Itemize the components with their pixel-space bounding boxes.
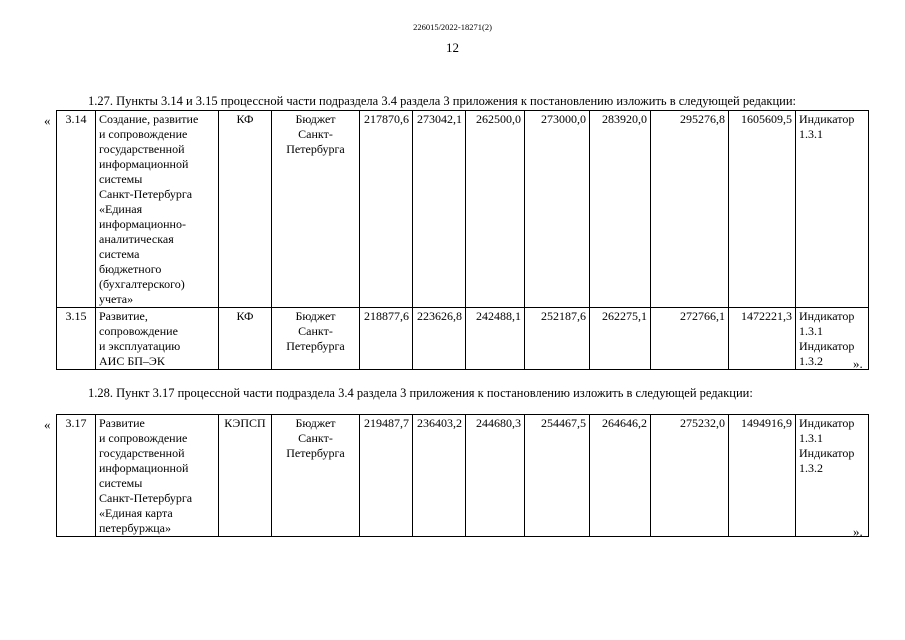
indicator-line: 1.3.2	[799, 354, 823, 368]
item-name-line: информационной	[99, 157, 189, 171]
year-value-cell: 272766,1	[651, 308, 729, 370]
table-row	[57, 308, 869, 370]
indicator-line: Индикатор	[799, 416, 855, 430]
item-name-line: «Единая	[99, 202, 143, 216]
year-value-cell: 264646,2	[590, 415, 651, 537]
item-name-cell	[96, 308, 219, 370]
total-value-cell: 1472221,3	[729, 308, 796, 370]
item-name-line: Создание, развитие	[99, 112, 199, 126]
executor-cell: КФ	[219, 111, 272, 308]
funding-source-line: Бюджет	[295, 112, 336, 126]
item-name-line: системы	[99, 476, 143, 490]
item-name-line: система	[99, 247, 140, 261]
paragraph-1-28: 1.28. Пункт 3.17 процессной части подраздела 3.4 раздела 3 приложения к постановлению изложить в следующей редакции:	[88, 386, 753, 400]
year-value-cell: 252187,6	[525, 308, 590, 370]
year-value-cell: 254467,5	[525, 415, 590, 537]
year-value-cell: 219487,7	[360, 415, 413, 537]
indicator-line: Индикатор	[799, 446, 855, 460]
quote-close-1-28: ».	[853, 524, 863, 539]
item-name-line: Санкт-Петербурга	[99, 491, 193, 505]
indicator-line: 1.3.1	[799, 127, 823, 141]
total-value-cell: 1494916,9	[729, 415, 796, 537]
indicator-line: 1.3.1	[799, 431, 823, 445]
indicator-line: 1.3.2	[799, 461, 823, 475]
item-name-line: и сопровождение	[99, 431, 188, 445]
table-1-27	[56, 110, 869, 370]
item-number-cell: 3.17	[57, 415, 96, 537]
item-name-line: государственной	[99, 142, 185, 156]
year-value-cell: 242488,1	[466, 308, 525, 370]
item-name-line: сопровождение	[99, 324, 178, 338]
page-number: 12	[446, 40, 459, 55]
funding-source-line: Санкт-	[298, 431, 333, 445]
item-name-line: Развитие,	[99, 309, 148, 323]
paragraph-1-27: 1.27. Пункты 3.14 и 3.15 процессной части подраздела 3.4 раздела 3 приложения к постановлению изложить в следующей редакции:	[88, 94, 797, 108]
quote-close-1-27: ».	[853, 356, 863, 371]
indicator-cell	[796, 111, 869, 308]
table-row	[57, 415, 869, 537]
funding-source-line: Санкт-	[298, 127, 333, 141]
year-value-cell: 262275,1	[590, 308, 651, 370]
item-name-line: бюджетного	[99, 262, 162, 276]
item-name-line: аналитическая	[99, 232, 174, 246]
item-name-line: и эксплуатацию	[99, 339, 181, 353]
year-value-cell: 275232,0	[651, 415, 729, 537]
year-value-cell: 295276,8	[651, 111, 729, 308]
item-name-line: информационной	[99, 461, 189, 475]
funding-source-line: Петербурга	[286, 339, 345, 353]
item-name-line: АИС БП–ЭК	[99, 354, 165, 368]
year-value-cell: 262500,0	[466, 111, 525, 308]
executor-cell: КФ	[219, 308, 272, 370]
funding-source-line: Бюджет	[295, 416, 336, 430]
executor-cell: КЭПСП	[219, 415, 272, 537]
item-name-line: учета»	[99, 292, 134, 306]
funding-source-line: Петербурга	[286, 142, 345, 156]
item-number-cell: 3.15	[57, 308, 96, 370]
year-value-cell: 273000,0	[525, 111, 590, 308]
funding-source-cell	[272, 111, 360, 308]
indicator-line: 1.3.1	[799, 324, 823, 338]
item-name-line: информационно-	[99, 217, 186, 231]
funding-source-line: Бюджет	[295, 309, 336, 323]
item-number-cell: 3.14	[57, 111, 96, 308]
year-value-cell: 236403,2	[413, 415, 466, 537]
table-row	[57, 111, 869, 308]
funding-source-line: Петербурга	[286, 446, 345, 460]
table-1-28	[56, 414, 869, 537]
document-number: 226015/2022-18271(2)	[413, 22, 492, 32]
indicator-line: Индикатор	[799, 309, 855, 323]
indicator-line: Индикатор	[799, 339, 855, 353]
year-value-cell: 273042,1	[413, 111, 466, 308]
year-value-cell: 217870,6	[360, 111, 413, 308]
funding-source-cell	[272, 308, 360, 370]
indicator-line: Индикатор	[799, 112, 855, 126]
item-name-line: (бухгалтерского)	[99, 277, 185, 291]
year-value-cell: 283920,0	[590, 111, 651, 308]
indicator-cell	[796, 415, 869, 537]
item-name-cell	[96, 415, 219, 537]
quote-open-1-28: «	[44, 417, 51, 432]
year-value-cell: 223626,8	[413, 308, 466, 370]
year-value-cell: 218877,6	[360, 308, 413, 370]
item-name-cell	[96, 111, 219, 308]
item-name-line: петербуржца»	[99, 521, 172, 535]
year-value-cell: 244680,3	[466, 415, 525, 537]
funding-source-line: Санкт-	[298, 324, 333, 338]
total-value-cell: 1605609,5	[729, 111, 796, 308]
item-name-line: государственной	[99, 446, 185, 460]
item-name-line: системы	[99, 172, 143, 186]
item-name-line: Развитие	[99, 416, 145, 430]
item-name-line: «Единая карта	[99, 506, 173, 520]
quote-open-1-27: «	[44, 113, 51, 128]
item-name-line: и сопровождение	[99, 127, 188, 141]
funding-source-cell	[272, 415, 360, 537]
item-name-line: Санкт-Петербурга	[99, 187, 193, 201]
